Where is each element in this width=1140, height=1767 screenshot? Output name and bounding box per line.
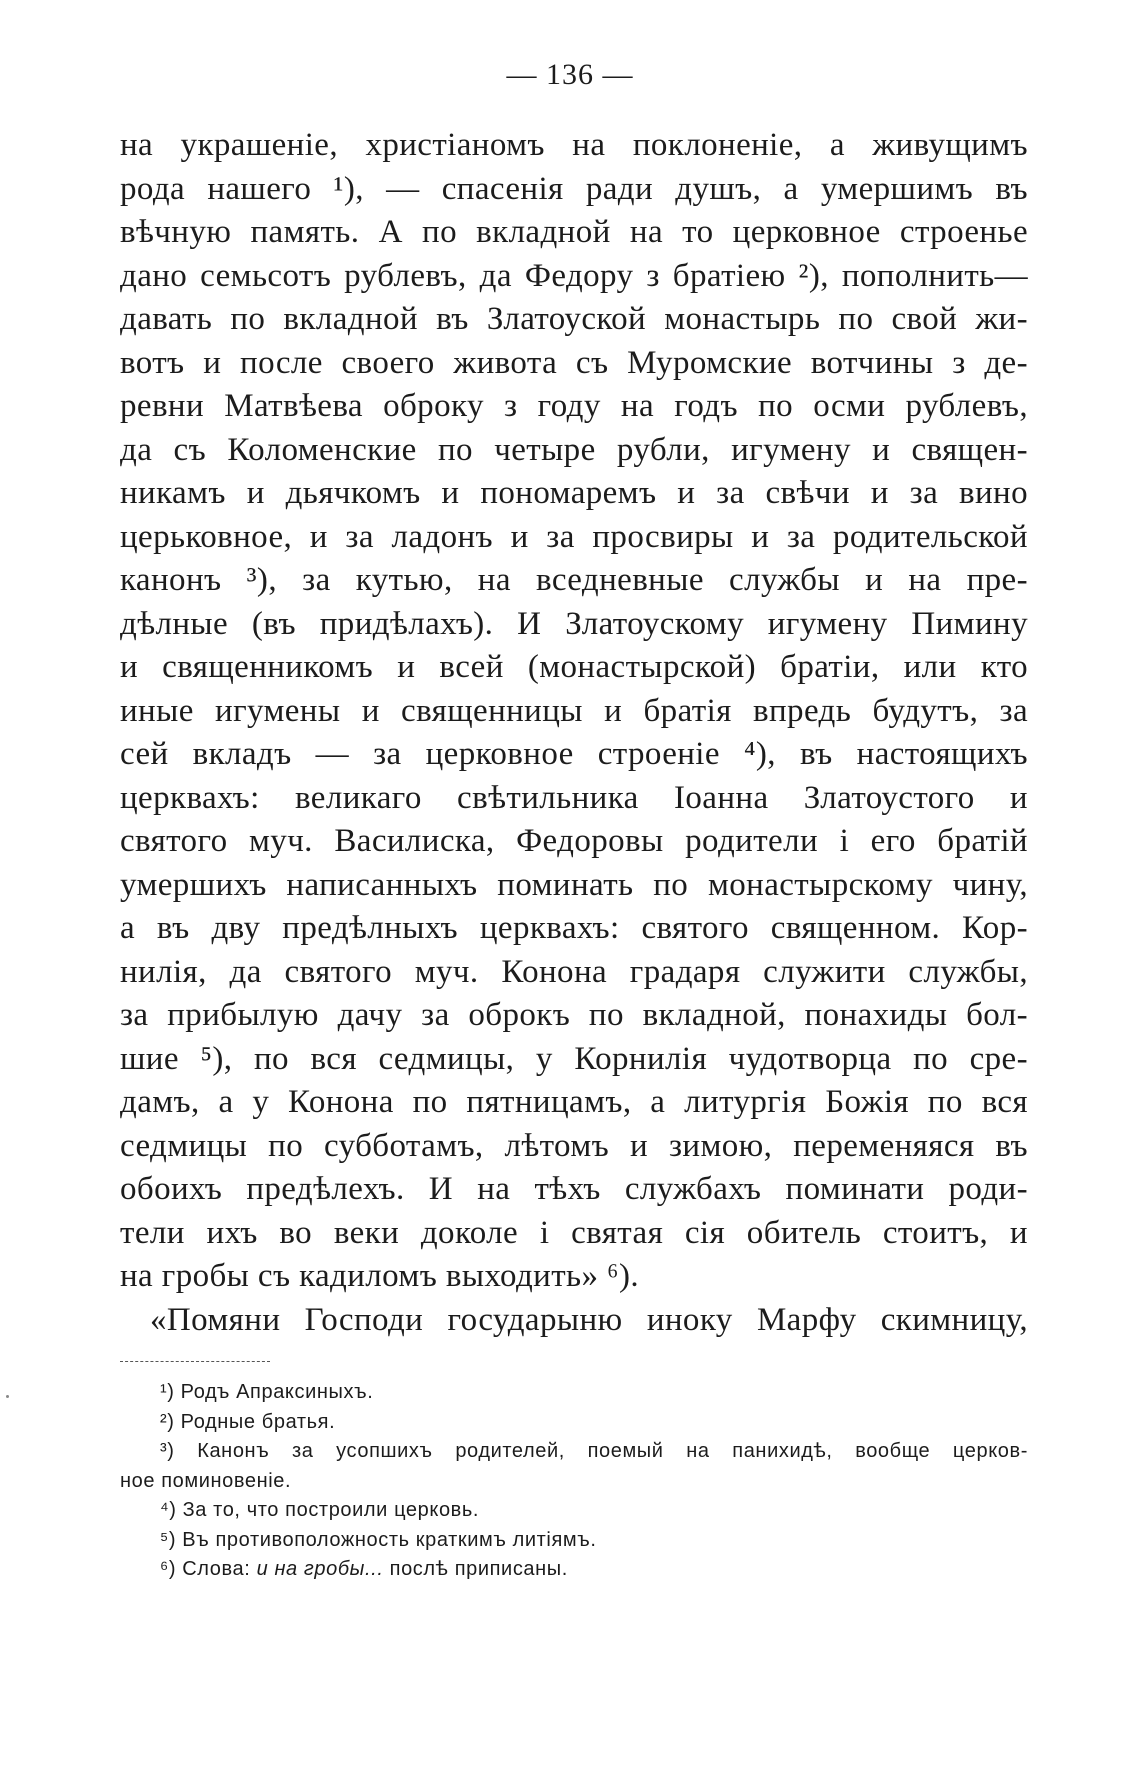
body-line: рода нашего ¹), — спасенія ради душъ, а умершимъ въ [120,170,1028,207]
footnote-separator [120,1361,270,1362]
margin-mark [6,1395,9,1398]
body-line: «Помяни Господи государыню иноку Марфу скимницу, [150,1301,1028,1338]
body-line: нилія, да святого муч. Конона градаря служити службы, [120,953,1028,990]
footnote-6-tail: послѣ приписаны. [389,1558,568,1580]
body-line: давать по вкладной въ Златоуской монастырь по свой жи- [120,301,1028,337]
footnote-5: ⁵) Въ противоположность краткимъ литіямъ. [160,1528,597,1551]
body-line: иные игумены и священницы и братія впредь будутъ, за [120,692,1028,729]
footnote-4: ⁴) За то, что построили церковь. [160,1499,480,1521]
body-line: церквахъ: великаго свѣтильника Іоанна Златоустого и [120,779,1028,816]
body-line: на гробы съ кадиломъ выходить» ⁶). [120,1258,639,1294]
footnote-1: ¹) Родъ Апраксиныхъ. [160,1381,374,1403]
main-text [120,124,1028,1342]
body-line: вѣчную память. А по вкладной на то церковное строенье [120,214,1028,250]
body-line: да съ Коломенские по четыре рубли, игумену и священ- [120,431,1028,468]
page-number: — 136 — [506,58,634,91]
body-line: на украшеніе, христіаномъ на поклоненіе, а живущимъ [120,127,1028,163]
footnote-6 [120,1555,1028,1585]
footnote-2: ²) Родные братья. [160,1410,336,1433]
body-line: сей вкладъ — за церковное строеніе ⁴), въ настоящихъ [120,736,1028,772]
body-line: дано семьсотъ рублевъ, да Федору з братіею ²), пополнить— [120,257,1028,294]
body-line: святого муч. Василиска, Федоровы родители і его братій [120,823,1028,859]
footnote-3-continued: ное поминовеніе. [120,1469,292,1492]
body-line: а въ дву предѣлныхъ церквахъ: святого священном. Кор- [120,910,1028,946]
body-line: седмицы по субботамъ, лѣтомъ и зимою, переменяяся въ [120,1127,1028,1164]
footnote-6-lead: ⁶) Слова: [160,1558,251,1580]
body-line: обоихъ предѣлехъ. И на тѣхъ службахъ поминати роди- [120,1171,1028,1207]
body-line: за прибылую дачу за оброкъ по вкладной, понахиды бол- [120,997,1028,1033]
body-line: дѣлные (въ придѣлахъ). И Златоускому игумену Пимину [120,605,1028,642]
body-line: церьковное, и за ладонъ и за просвиры и за родительской [120,518,1028,555]
body-line: и священникомъ и всей (монастырской) братіи, или кто [120,649,1028,685]
footnote-6-quote: и на гробы... [256,1558,384,1580]
body-line: умершихъ написанныхъ поминать по монастырскому чину, [120,866,1028,903]
body-line: канонъ ³), за кутью, на вседневные службы и на пре- [120,562,1028,598]
body-line: шие ⁵), по вся седмицы, у Корнилія чудотворца по сре- [120,1040,1028,1077]
body-line: никамъ и дьячкомъ и пономаремъ и за свѣчи и за вино [120,475,1028,511]
footnote-3: ³) Канонъ за усопшихъ родителей, поемый на панихидѣ, вообще церков- [160,1440,1028,1462]
body-line: вотъ и после своего живота съ Муромские вотчины з де- [120,344,1028,381]
body-line: ревни Матвѣева оброку з году на годъ по осми рублевъ, [120,388,1028,424]
footnotes [120,1378,1028,1585]
body-line: тели ихъ во веки доколе і святая сія обитель стоитъ, и [120,1214,1028,1251]
body-line: дамъ, а у Конона по пятницамъ, а литургія Божія по вся [120,1084,1028,1120]
